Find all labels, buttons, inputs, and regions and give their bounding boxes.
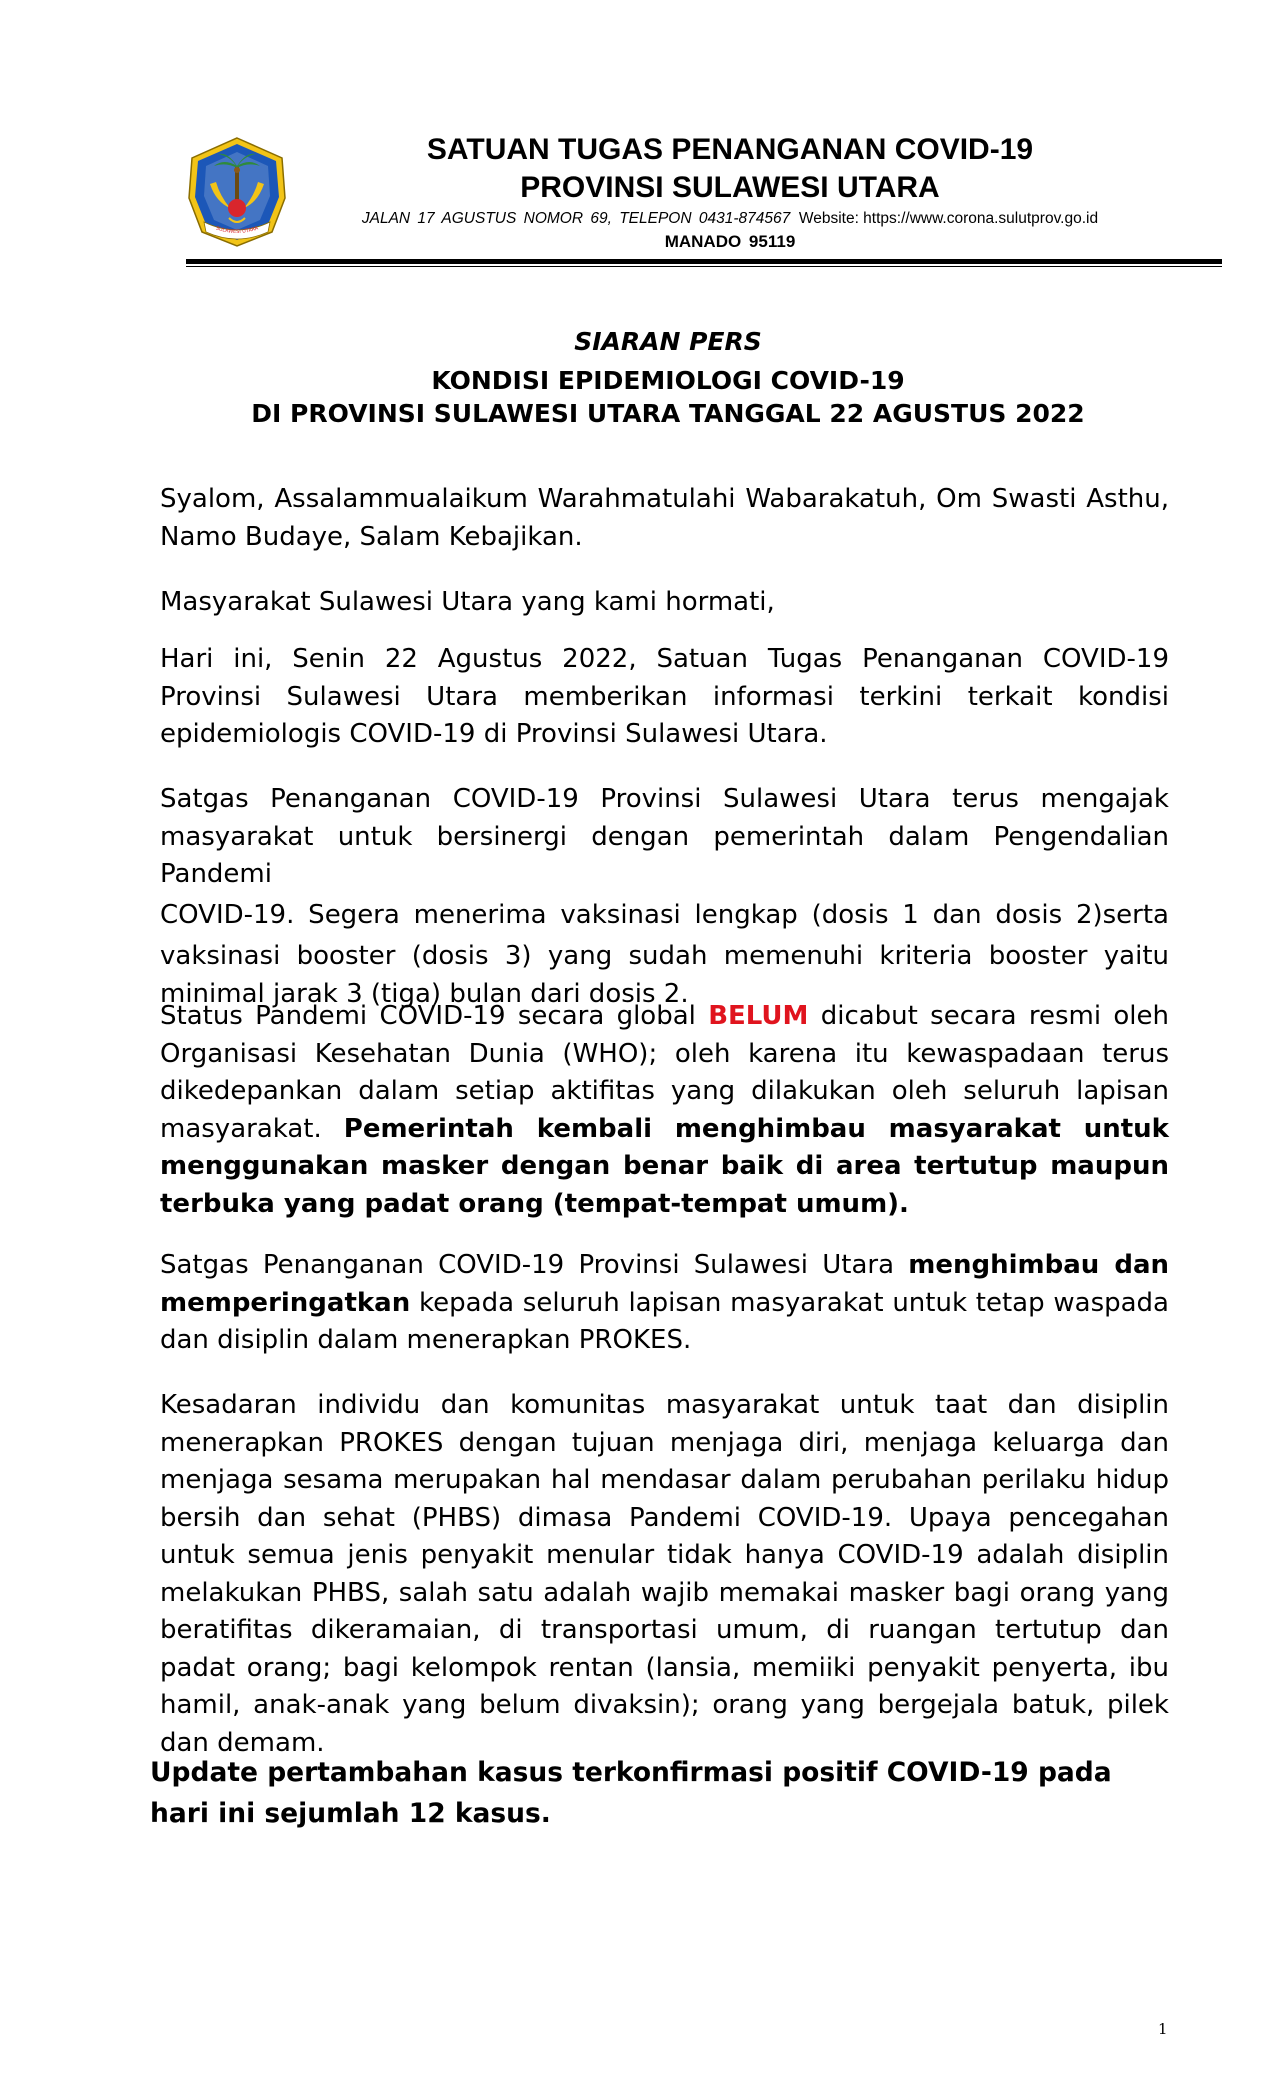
letterhead-divider-thin [186, 266, 1222, 267]
organization-city: MANADO 95119 [664, 232, 796, 251]
case-update-statement: Update pertambahan kasus terkonfirmasi positif COVID-19 pada hari ini sejumlah 12 kasus. [150, 1757, 1112, 1829]
organization-province: PROVINSI SULAWESI UTARA [520, 171, 940, 204]
document-title: KONDISI EPIDEMIOLOGI COVID-19 [431, 366, 905, 395]
mask-appeal-text: Pemerintah kembali menghimbau masyarakat untuk menggunakan masker dengan benar baik di area tertutup maupun terbuka yang padat orang (tempat-tempat umum). [160, 1113, 1169, 1219]
warning-text-b: kepada seluruh lapisan masyarakat untuk tetap waspada dan disiplin dalam menerapkan PROKES. [160, 1287, 1169, 1355]
vaccination-line-3: COVID-19. Segera menerima vaksinasi lengkap (dosis 1 dan dosis 2)serta [160, 899, 1169, 930]
warning-text-a: Satgas Penanganan COVID-19 Provinsi Sulawesi Utara [160, 1250, 909, 1280]
page-number: 1 [1158, 2020, 1168, 2038]
intro-paragraph: Hari ini, Senin 22 Agustus 2022, Satuan Tugas Penanganan COVID-19 Provinsi Sulawesi Utara memberikan informasi terkini terkait kondisi epidemiologis COVID-19 di Provinsi Sulawesi Utara. [160, 644, 1169, 749]
document-subtitle: DI PROVINSI SULAWESI UTARA TANGGAL 22 AGUSTUS 2022 [251, 399, 1085, 428]
vaccination-line-4: vaksinasi booster (dosis 3) yang sudah memenuhi kriteria booster yaitu [160, 940, 1169, 971]
vaccination-line-5: minimal jarak 3 (tiga) bulan dari dosis 2. [160, 978, 689, 1009]
pandemic-status-text-b: dicabut secara resmi oleh Organisasi Kesehatan Dunia (WHO); oleh karena itu kewaspadaan terus dikedepankan dalam setiap aktifitas yang dilakukan oleh seluruh lapisan masyarakat. [160, 1001, 1169, 1144]
logo-ribbon-text: SULAWESI UTARA [215, 225, 259, 236]
pandemic-status-paragraph [160, 998, 1169, 1223]
organization-address [330, 209, 1130, 229]
warning-paragraph [160, 1247, 1169, 1360]
website-text: Website: https://www.corona.sulutprov.go.id [798, 210, 1099, 227]
greeting-paragraph: Syalom, Assalammualaikum Warahmatulahi Wabarakatuh, Om Swasti Asthu, Namo Budaye, Salam Kebajikan. [160, 484, 1169, 552]
document-type-title: SIARAN PERS [574, 327, 762, 356]
organization-name: SATUAN TUGAS PENANGANAN COVID-19 [426, 133, 1034, 166]
vaccination-paragraph [160, 781, 1169, 1013]
belum-highlight: BELUM [708, 1001, 809, 1031]
vaccination-line-1: Satgas Penanganan COVID-19 Provinsi Sulawesi Utara terus mengajak [160, 784, 1169, 814]
letterhead-divider [186, 259, 1222, 264]
vaccination-line-2: masyarakat untuk bersinergi dengan pemerintah dalam Pengendalian Pandemi [160, 821, 1169, 889]
address-text: JALAN 17 AGUSTUS NOMOR 69, TELEPON 0431-874567 [361, 210, 791, 227]
awareness-paragraph: Kesadaran individu dan komunitas masyarakat untuk taat dan disiplin menerapkan PROKES dengan tujuan menjaga diri, menjaga keluarga dan menjaga sesama merupakan hal mendasar dalam perubahan perilaku hidup bersih dan sehat (PHBS) dimasa Pandemi COVID-19. Upaya pencegahan untuk semua jenis penyakit menular tidak hanya COVID-19 adalah disiplin melakukan PHBS, salah satu adalah wajib memakai masker bagi orang yang beratifitas dikeramaian, di transportasi umum, di ruangan tertutup dan padat orang; bagi kelompok rentan (lansia, memiiki penyakit penyerta, ibu hamil, anak-anak yang belum divaksin); orang yang bergejala batuk, pilek dan demam. [160, 1390, 1169, 1758]
warning-bold-text: menghimbau dan memperingatkan [160, 1250, 1169, 1318]
province-logo [186, 136, 288, 248]
pandemic-status-text-a: Status Pandemi COVID-19 secara global [160, 1001, 709, 1031]
addressee-line: Masyarakat Sulawesi Utara yang kami hormati, [160, 587, 775, 617]
